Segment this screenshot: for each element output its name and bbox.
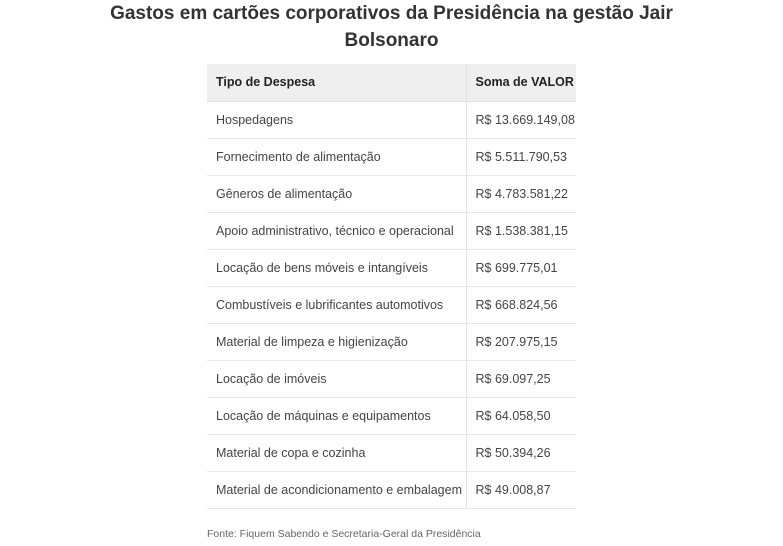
cell-value-sum: R$ 69.097,25 [466, 360, 576, 397]
cell-expense-type: Gêneros de alimentação [207, 175, 466, 212]
cell-value-sum: R$ 1.538.381,15 [466, 212, 576, 249]
cell-expense-type: Locação de bens móveis e intangíveis [207, 249, 466, 286]
table-header-row [207, 64, 576, 101]
cell-value-sum: R$ 64.058,50 [466, 397, 576, 434]
chart-title-line-2: Bolsonaro [344, 30, 439, 51]
cell-expense-type: Combustíveis e lubrificantes automotivos [207, 286, 466, 323]
cell-expense-type: Material de copa e cozinha [207, 434, 466, 471]
chart-title [0, 0, 783, 54]
cell-expense-type: Fornecimento de alimentação [207, 138, 466, 175]
cell-expense-type: Material de acondicionamento e embalagem [207, 471, 466, 508]
cell-value-sum: R$ 5.511.790,53 [466, 138, 576, 175]
cell-expense-type: Material de limpeza e higienização [207, 323, 466, 360]
column-header-value-sum: Soma de VALOR [466, 64, 576, 101]
expense-table [207, 64, 576, 509]
table-row [207, 101, 576, 138]
cell-expense-type: Locação de imóveis [207, 360, 466, 397]
table-row [207, 471, 576, 508]
cell-value-sum: R$ 49.008,87 [466, 471, 576, 508]
table-row [207, 249, 576, 286]
table-row [207, 286, 576, 323]
table-row [207, 175, 576, 212]
cell-value-sum: R$ 4.783.581,22 [466, 175, 576, 212]
expense-table-container [207, 64, 576, 509]
cell-value-sum: R$ 50.394,26 [466, 434, 576, 471]
table-row [207, 212, 576, 249]
cell-expense-type: Locação de máquinas e equipamentos [207, 397, 466, 434]
table-row [207, 434, 576, 471]
table-row [207, 138, 576, 175]
chart-title-line-1: Gastos em cartões corporativos da Presidência na gestão Jair [110, 3, 673, 24]
table-row [207, 323, 576, 360]
table-body [207, 101, 576, 508]
cell-value-sum: R$ 668.824,56 [466, 286, 576, 323]
cell-value-sum: R$ 699.775,01 [466, 249, 576, 286]
table-row [207, 360, 576, 397]
source-note: Fonte: Fiquem Sabendo e Secretaria-Geral da Presidência [207, 528, 481, 540]
table-row [207, 397, 576, 434]
cell-value-sum: R$ 13.669.149,08 [466, 101, 576, 138]
cell-expense-type: Apoio administrativo, técnico e operacional [207, 212, 466, 249]
cell-expense-type: Hospedagens [207, 101, 466, 138]
cell-value-sum: R$ 207.975,15 [466, 323, 576, 360]
column-header-expense-type: Tipo de Despesa [207, 64, 466, 101]
